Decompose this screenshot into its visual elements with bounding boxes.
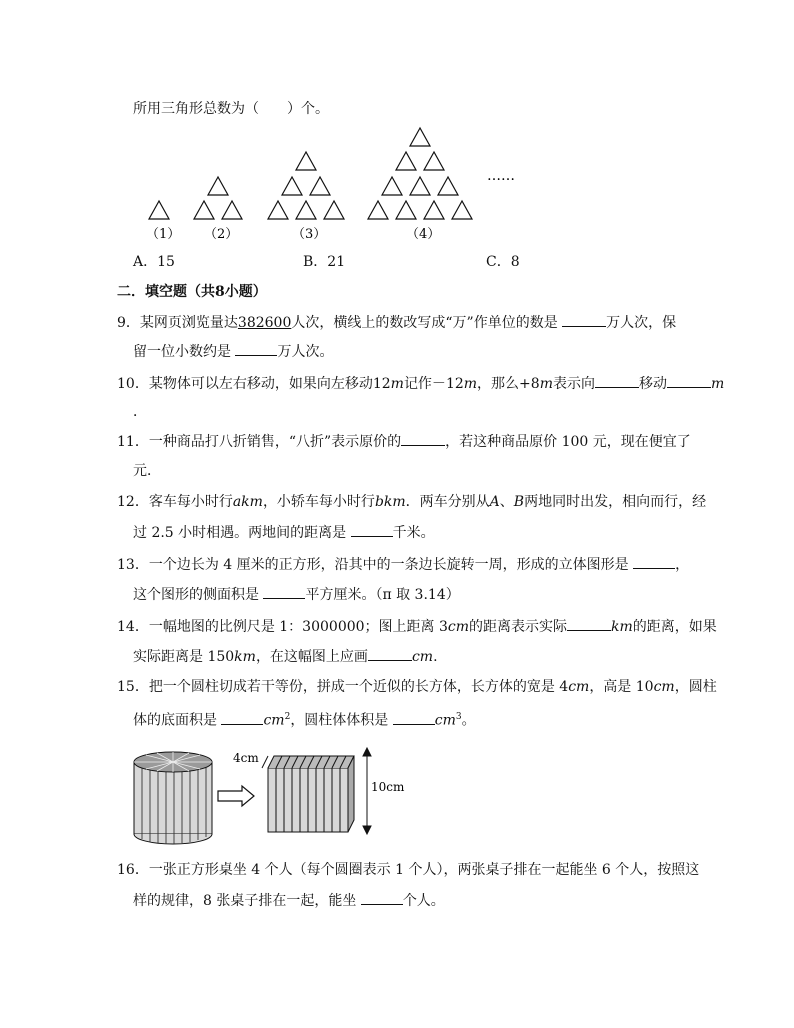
- answer-blank[interactable]: [667, 373, 711, 388]
- figure-label-4: （4）: [406, 227, 441, 242]
- answer-blank[interactable]: [633, 554, 675, 569]
- answer-blank[interactable]: [595, 373, 639, 388]
- question-11-line2: 元．: [133, 463, 161, 479]
- question-16: 16．一张正方形桌坐 4 个人（每个圆圈表示 1 个人），两张桌子排在一起能坐 6 个人，按照这: [117, 862, 700, 878]
- choice-c: C．8: [486, 254, 520, 270]
- answer-blank[interactable]: [221, 710, 263, 725]
- answer-blank[interactable]: [361, 890, 403, 905]
- triangle: [410, 177, 430, 195]
- triangle: [438, 177, 458, 195]
- triangle: [310, 177, 330, 195]
- choice-a: A．15: [133, 254, 175, 270]
- triangle: [268, 201, 288, 219]
- triangle: [424, 201, 444, 219]
- transform-arrow-icon: [218, 786, 254, 806]
- answer-blank[interactable]: [401, 431, 445, 446]
- question-13-line2: 这个图形的侧面积是 平方厘米。（π 取 3.14）: [133, 584, 460, 605]
- question-14: 14．一幅地图的比例尺是 1：3000000；图上距离 3cm的距离表示实际 km的距离，如果: [117, 616, 717, 637]
- choice-b: B．21: [303, 254, 346, 270]
- question-14-line2: 实际距离是 150km，在这幅图上应画 cm.: [133, 646, 438, 667]
- figure-label-3: （3）: [292, 227, 327, 242]
- question-12-line2: 过 2.5 小时相遇。两地间的距离是 千米。: [133, 522, 435, 543]
- answer-blank[interactable]: [263, 584, 305, 599]
- question-10: 10．某物体可以左右移动，如果向左移动12m记作－12m，那么+8m表示向 移动 m: [117, 373, 724, 394]
- triangle: [149, 201, 169, 219]
- cuboid: [268, 756, 354, 832]
- answer-blank[interactable]: [567, 616, 611, 631]
- cylinder-to-cuboid-figure: [0, 738, 794, 848]
- answer-blank[interactable]: [351, 522, 393, 537]
- question-15: 15．把一个圆柱切成若干等份，拼成一个近似的长方体，长方体的宽是 4cm，高是 10cm，圆柱: [117, 679, 717, 695]
- triangle: [324, 201, 344, 219]
- triangle: [396, 201, 416, 219]
- q8-stem: 所用三角形总数为（ ）个。: [133, 101, 329, 117]
- triangle: [452, 201, 472, 219]
- triangle: [396, 152, 416, 170]
- answer-blank[interactable]: [368, 646, 412, 661]
- question-11: 11．一种商品打八折销售，“八折”表示原价的 ，若这种商品原价 100 元，现在便宜了: [117, 431, 691, 452]
- question-10-tail: ．: [133, 404, 147, 420]
- triangle: [410, 128, 430, 146]
- answer-blank[interactable]: [393, 710, 435, 725]
- triangle: [194, 201, 214, 219]
- question-16-line2: 样的规律，8 张桌子排在一起，能坐 个人。: [133, 890, 445, 911]
- height-label: 10cm: [371, 780, 405, 794]
- ellipsis-dots: ……: [487, 168, 515, 184]
- answer-blank[interactable]: [562, 312, 606, 327]
- section-title: 二．填空题（共8小题）: [117, 284, 267, 300]
- question-15-line2: 体的底面积是 $cm^2$，圆柱体体积是 $cm^3$。: [133, 707, 476, 731]
- width-label: 4cm: [233, 751, 259, 765]
- triangle: [368, 201, 388, 219]
- figure-label-2: （2）: [204, 227, 239, 242]
- question-9: 9．某网页浏览量达382600人次，横线上的数改写成“万”作单位的数是 万人次，保: [117, 312, 676, 333]
- triangle: [222, 201, 242, 219]
- answer-blank[interactable]: [235, 341, 277, 356]
- question-9-line2: 留一位小数约是 万人次。: [133, 341, 333, 362]
- question-13: 13．一个边长为 4 厘米的正方形，沿其中的一条边长旋转一周，形成的立体图形是 ，: [117, 554, 689, 575]
- triangle: [208, 177, 228, 195]
- figure-label-1: （1）: [146, 227, 181, 242]
- question-12: 12．客车每小时行akm，小轿车每小时行bkm．两车分别从A、B两地同时出发，相向而行，经: [117, 494, 707, 510]
- triangle: [382, 177, 402, 195]
- triangle: [296, 152, 316, 170]
- triangle-pattern-figure: [0, 120, 794, 380]
- triangle: [296, 201, 316, 219]
- triangle: [424, 152, 444, 170]
- cylinder: [134, 752, 212, 844]
- triangle: [282, 177, 302, 195]
